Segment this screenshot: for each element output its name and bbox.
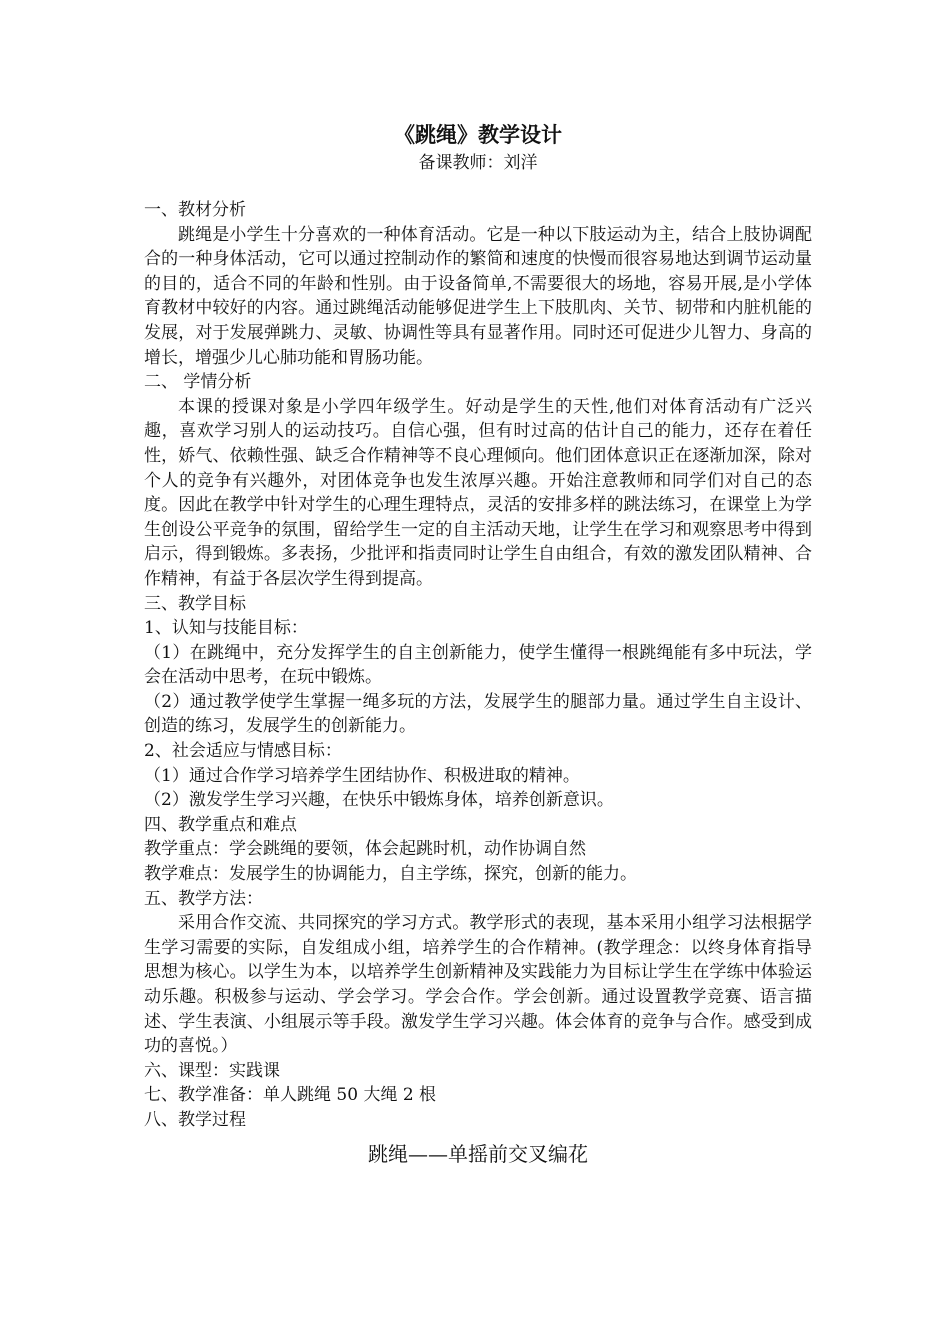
section-body-materials: 跳绳是小学生十分喜欢的一种体育活动。它是一种以下肢运动为主，结合上肢协调配合的一种身体活动，它可以通过控制动作的繁简和速度的快慢而很容易地达到调节运动量的目的，适合不同的年龄和性别。由于设备简单,不需要很大的场地，容易开展,是小学体育教材中较好的内容。通过跳绳活动能够促进学生上下肢肌肉、关节、韧带和内脏机能的发展，对于发展弹跳力、灵敏、协调性等具有显著作用。同时还可促进少儿智力、身高的增长，增强少儿心肺功能和胃肠功能。: [144, 224, 812, 368]
document-title: 《跳绳》教学设计: [394, 122, 562, 147]
section-heading-process: 八、教学过程: [144, 1109, 246, 1130]
section-heading-methods: 五、教学方法：: [144, 888, 263, 909]
goal-subheading-skills: 1、认知与技能目标：: [144, 618, 308, 639]
section-lesson-type: 六、课型：实践课: [144, 1060, 280, 1081]
section-body-students: 本课的授课对象是小学四年级学生。好动是学生的天性,他们对体育活动有广泛兴趣，喜欢学习别人的运动技巧。自信心强，但有时过高的估计自己的能力，还存在着任性，娇气、依赖性强、缺乏合作精神等不良心理倾向。他们团体意识正在逐渐加深，除对个人的竞争有兴趣外，对团体竞争也发生浓厚兴趣。开始注意教师和同学们对自己的态度。因此在教学中针对学生的心理生理特点，灵活的安排多样的跳法练习，在课堂上为学生创设公平竞争的氛围，留给学生一定的自主活动天地，让学生在学习和观察思考中得到启示，得到锻炼。多表扬，少批评和指责同时让学生自由组合，有效的激发团队精神、合作精神，有益于各层次学生得到提高。: [144, 396, 812, 589]
section-heading-materials: 一、教材分析: [144, 200, 246, 220]
goal-item-4: （2）激发学生学习兴趣，在快乐中锻炼身体，培养创新意识。: [144, 790, 614, 811]
section-heading-goals: 三、教学目标: [144, 593, 246, 614]
goal-item-2: （2）通过教学使学生掌握一绳多玩的方法，发展学生的腿部力量。通过学生自主设计、创造的练习，发展学生的创新能力。: [144, 691, 812, 737]
section-heading-key-points: 四、教学重点和难点: [144, 814, 297, 835]
section-preparation: 七、教学准备：单人跳绳 50 大绳 2 根: [144, 1085, 437, 1106]
goal-item-1: （1）在跳绳中，充分发挥学生的自主创新能力，使学生懂得一根跳绳能有多中玩法，学会在活动中思考，在玩中锻炼。: [144, 642, 812, 688]
key-point: 教学重点：学会跳绳的要领，体会起跳时机，动作协调自然: [144, 839, 586, 860]
section-body-methods: 采用合作交流、共同探究的学习方式。教学形式的表现，基本采用小组学习法根据学生学习需要的实际，自发组成小组，培养学生的合作精神。(教学理念：以终身体育指导思想为核心。以学生为本，以培养学生创新精神及实践能力为目标让学生在学练中体验运动乐趣。积极参与运动、学会学习。学会合作。学会创新。通过设置教学竞赛、语言描述、学生表演、小组展示等手段。激发学生学习兴趣。体会体育的竞争与合作。感受到成功的喜悦。）: [144, 913, 812, 1057]
goal-subheading-social: 2、社会适应与情感目标：: [144, 741, 342, 762]
document-page: [144, 120, 812, 1169]
author-line: 备课教师：刘洋: [418, 153, 538, 173]
lesson-topic-title: 跳绳——单摇前交叉编花: [368, 1141, 588, 1166]
goal-item-3: （1）通过合作学习培养学生团结协作、积极进取的精神。: [144, 765, 580, 786]
difficult-point: 教学难点：发展学生的协调能力，自主学练，探究，创新的能力。: [144, 864, 637, 885]
section-heading-students: 二、 学情分析: [144, 372, 252, 393]
